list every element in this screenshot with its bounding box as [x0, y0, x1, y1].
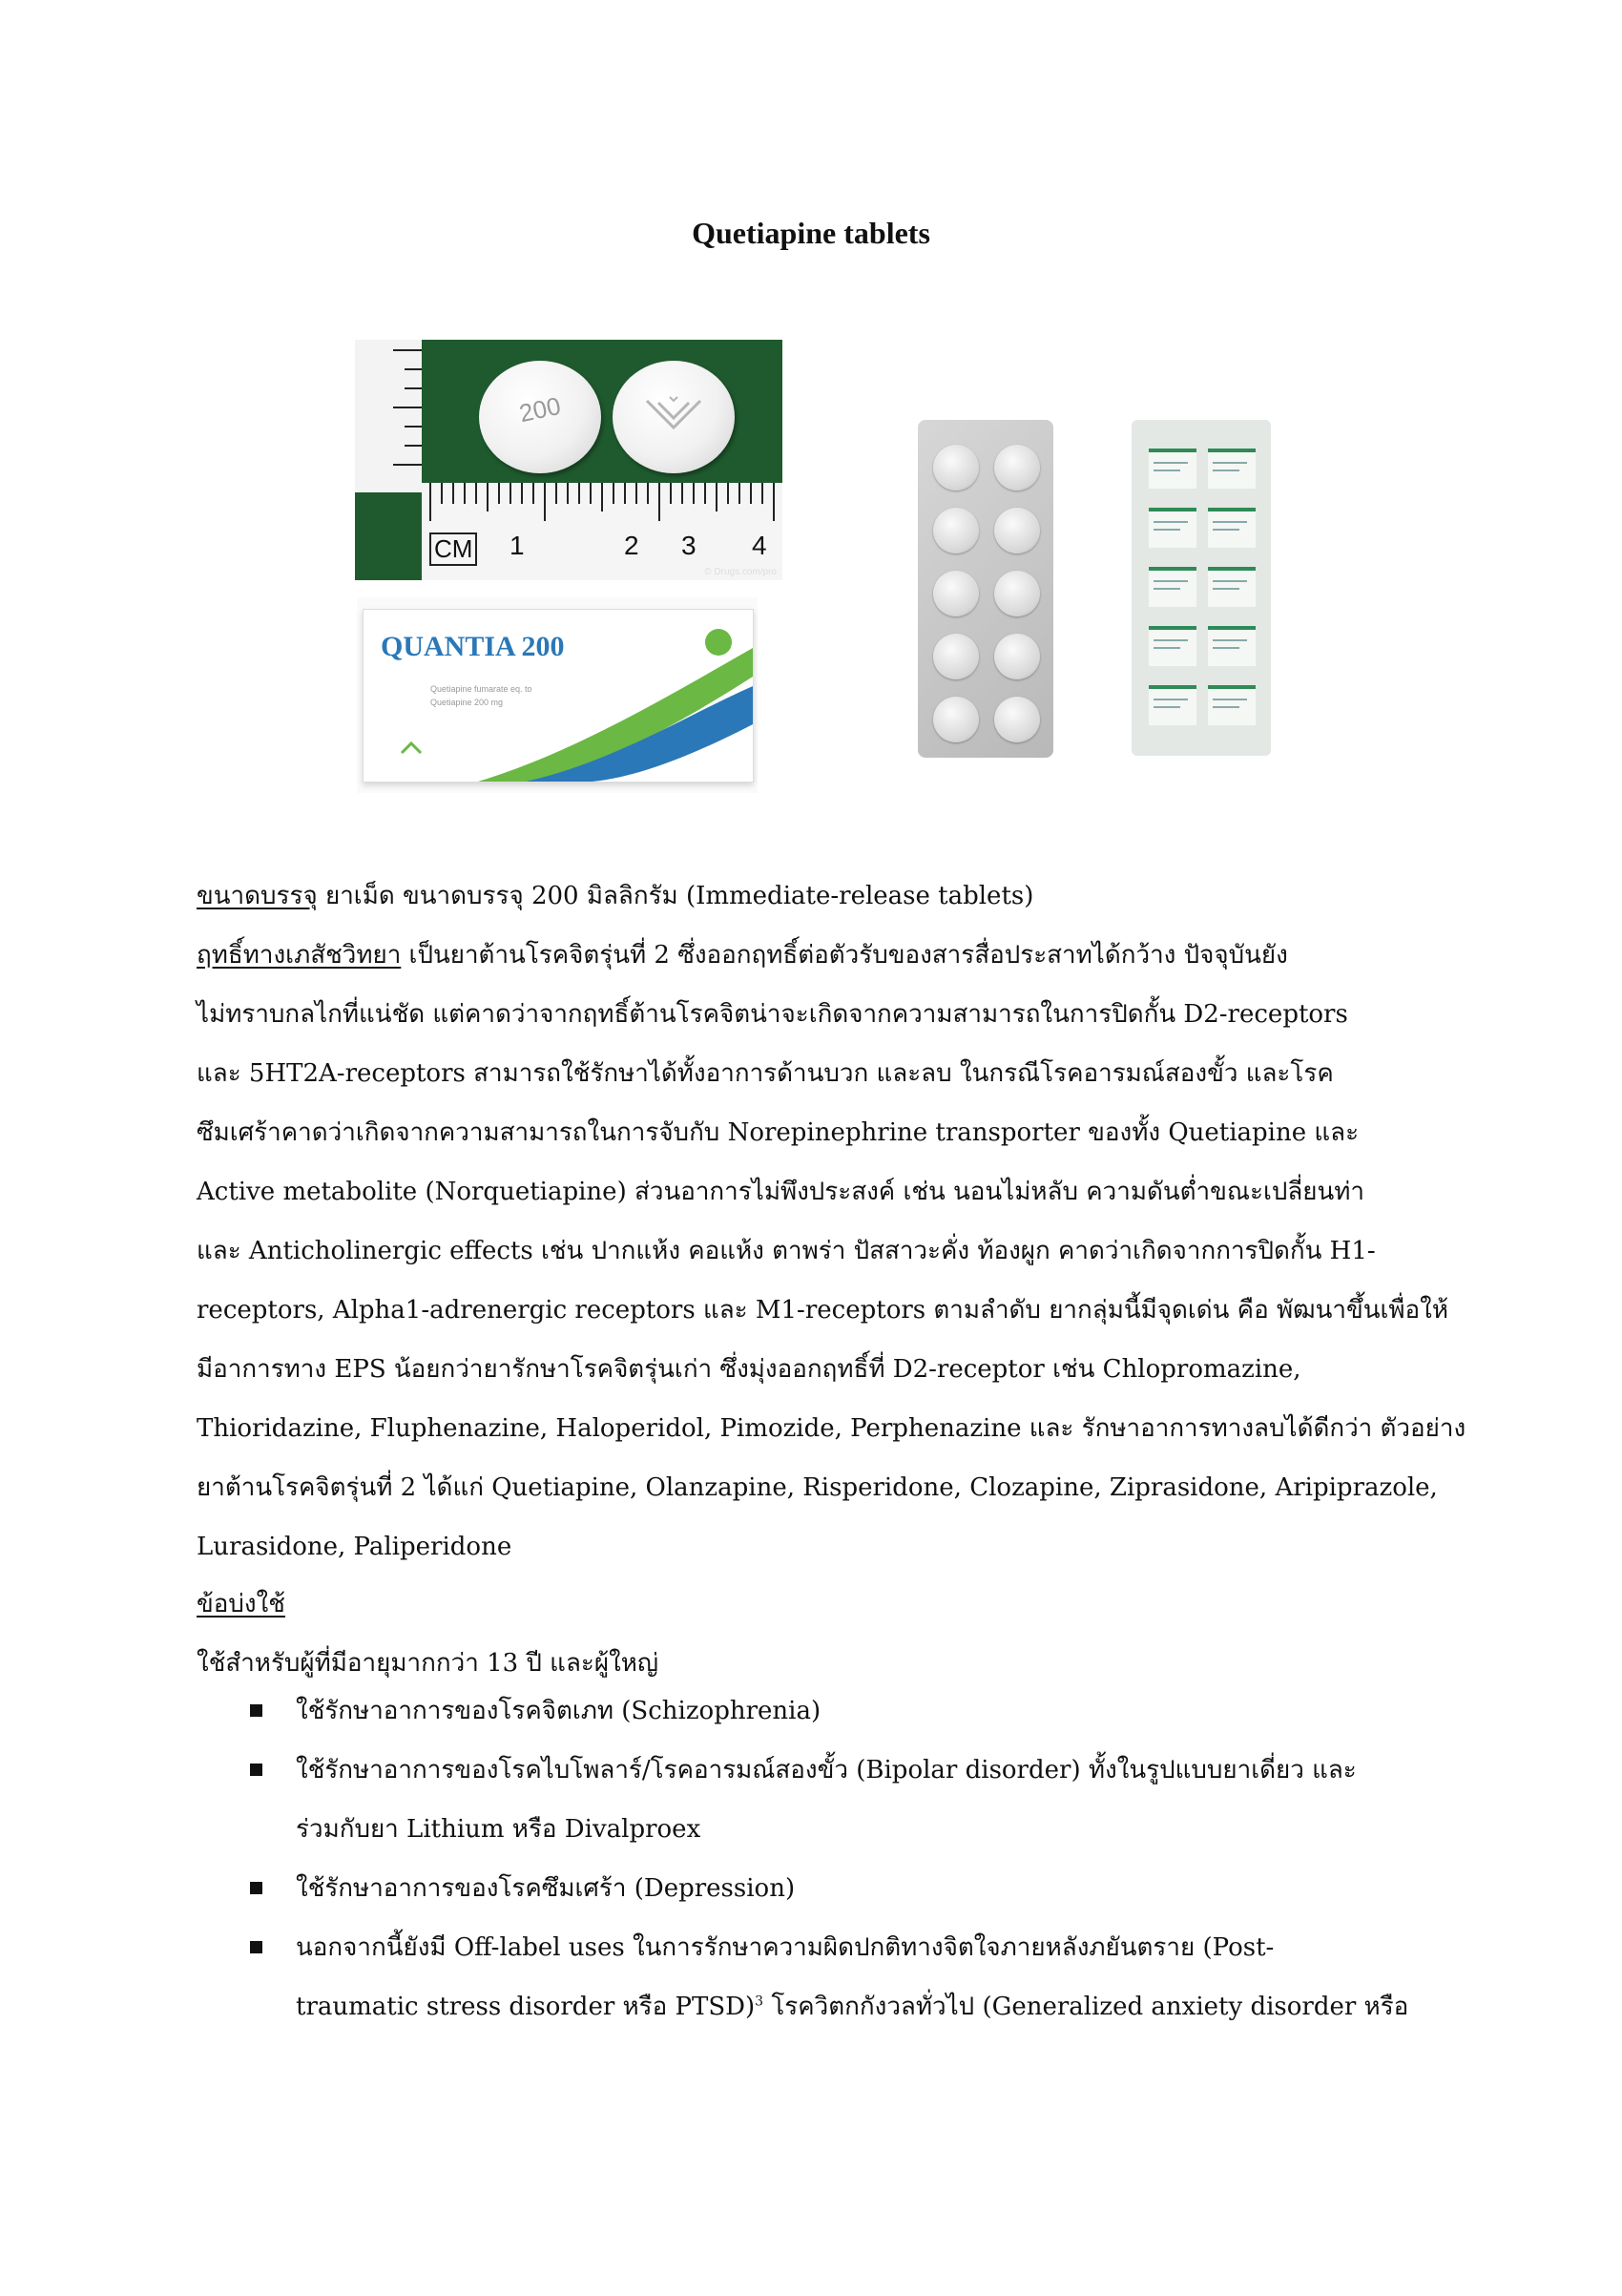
bullet-square-icon — [250, 1704, 262, 1717]
blister-pack-front — [918, 420, 1053, 758]
ruler-unit-label: CM — [429, 532, 477, 566]
photo-copyright: © Drugs.com/pro — [704, 567, 777, 577]
pharmacology-text: เป็นยาต้านโรคจิตรุ่นที่ 2 ซึ่งออกฤทธิ์ต่อตัวรับของสารสื่อประสาทได้กว้าง ปัจจุบันยัง — [401, 941, 1288, 970]
box-text: Quetiapine fumarate eq. to — [430, 684, 532, 694]
indication-item-continued: ร่วมกับยา Lithium หรือ Divalproex — [296, 1815, 701, 1844]
package-size-text: ยาเม็ด ขนาดบรรจุ 200 มิลลิกรัม (Immediate-release tablets) — [317, 882, 1034, 910]
reference-superscript: 3 — [755, 1993, 764, 2010]
indications-heading: ข้อบ่งใช้ — [197, 1590, 285, 1618]
indication-item: ใช้รักษาอาการของโรคจิตเภท (Schizophrenia) — [296, 1697, 821, 1725]
gad-text: โรควิตกกังวลทั่วไป (Generalized anxiety disorder หรือ — [763, 1993, 1409, 2021]
horizontal-ruler — [422, 483, 782, 580]
bullet-square-icon — [250, 1941, 262, 1953]
pharmacology-line: ยาต้านโรคจิตรุ่นที่ 2 ได้แก่ Quetiapine, Olanzapine, Risperidone, Clozapine, Ziprasidone, Aripiprazole, — [197, 1473, 1438, 1502]
pharmacology-line: Lurasidone, Paliperidone — [197, 1533, 512, 1561]
ruler-number: 2 — [624, 531, 639, 560]
package-size-label: ขนาดบรรจุ — [197, 882, 318, 910]
indication-item: ใช้รักษาอาการของโรคไบโพลาร์/โรคอารมณ์สองขั้ว (Bipolar disorder) ทั้งในรูปแบบยาเดี่ยว และ — [296, 1756, 1357, 1785]
package-size-paragraph — [197, 884, 1033, 908]
vertical-ruler — [355, 340, 422, 492]
bullet-square-icon — [250, 1764, 262, 1776]
pharmacology-line: Active metabolite (Norquetiapine) ส่วนอาการไม่พึงประสงค์ เช่น นอนไม่หลับ ความดันต่ำขณะเปลี่ยนท่า — [197, 1178, 1365, 1206]
blister-pack-back — [1132, 420, 1271, 756]
page-title: Quetiapine tablets — [692, 216, 930, 250]
pharmacology-label: ฤทธิ์ทางเภสัชวิทยา — [197, 941, 402, 970]
box-brand-name: QUANTIA 200 — [381, 631, 565, 662]
pharmacology-line: และ 5HT2A-receptors สามารถใช้รักษาได้ทั้งอาการด้านบวก และลบ ในกรณีโรคอารมณ์สองขั้ว และโรค — [197, 1059, 1334, 1088]
pharmacology-line: Thioridazine, Fluphenazine, Haloperidol, Pimozide, Perphenazine และ รักษาอาการทางลบได้ดีกว่า ตัวอย่าง — [197, 1414, 1466, 1443]
indication-item-continued — [296, 1994, 1408, 2019]
pharmacology-line — [197, 943, 1288, 968]
tablet-back — [613, 361, 735, 473]
tablet-imprint: 200 — [516, 390, 564, 428]
bullet-square-icon — [250, 1882, 262, 1894]
product-box-photo — [357, 597, 758, 793]
tablet-logo-mark — [645, 395, 702, 433]
product-box — [363, 609, 754, 783]
pharmacology-line: ไม่ทราบกลไกที่แน่ชัด แต่คาดว่าจากฤทธิ์ต้านโรคจิตน่าจะเกิดจากความสามารถในการปิดกั้น D2-receptors — [197, 1000, 1348, 1029]
pharmacology-line: receptors, Alpha1-adrenergic receptors และ M1-receptors ตามลำดับ ยากลุ่มนี้มีจุดเด่น คือ พัฒนาขึ้นเพื่อให้ — [197, 1296, 1448, 1325]
ruler-number: 1 — [509, 531, 525, 560]
pharmacology-line: มีอาการทาง EPS น้อยกว่ายารักษาโรคจิตรุ่นเก่า ซึ่งมุ่งออกฤทธิ์ที่ D2-receptor เช่น Chlopromazine, — [197, 1355, 1301, 1384]
box-swoosh-graphic — [364, 610, 753, 782]
indication-item: นอกจากนี้ยังมี Off-label uses ในการรักษาความผิดปกติทางจิตใจภายหลังภยันตราย (Post- — [296, 1933, 1275, 1962]
ruler-number: 4 — [752, 531, 767, 560]
tablet-front — [479, 361, 601, 473]
ruler-number: 3 — [681, 531, 697, 560]
indication-item: ใช้รักษาอาการของโรคซึมเศร้า (Depression) — [296, 1874, 796, 1903]
indications-intro: ใช้สำหรับผู้ที่มีอายุมากกว่า 13 ปี และผู้ใหญ่ — [197, 1649, 659, 1678]
tablet-ruler-photo — [355, 340, 782, 580]
blister-back-photo — [1132, 420, 1273, 760]
box-text: Quetiapine 200 mg — [430, 698, 504, 707]
pharmacology-line: และ Anticholinergic effects เช่น ปากแห้ง คอแห้ง ตาพร่า ปัสสาวะคั่ง ท้องผูก คาดว่าเกิดจากการปิดกั้น H1- — [197, 1237, 1376, 1265]
blister-front-photo — [914, 420, 1059, 760]
ptsd-text: traumatic stress disorder หรือ PTSD) — [296, 1993, 756, 2021]
pharmacology-line: ซึมเศร้าคาดว่าเกิดจากความสามารถในการจับกับ Norepinephrine transporter ของทั้ง Quetiapine และ — [197, 1118, 1360, 1147]
